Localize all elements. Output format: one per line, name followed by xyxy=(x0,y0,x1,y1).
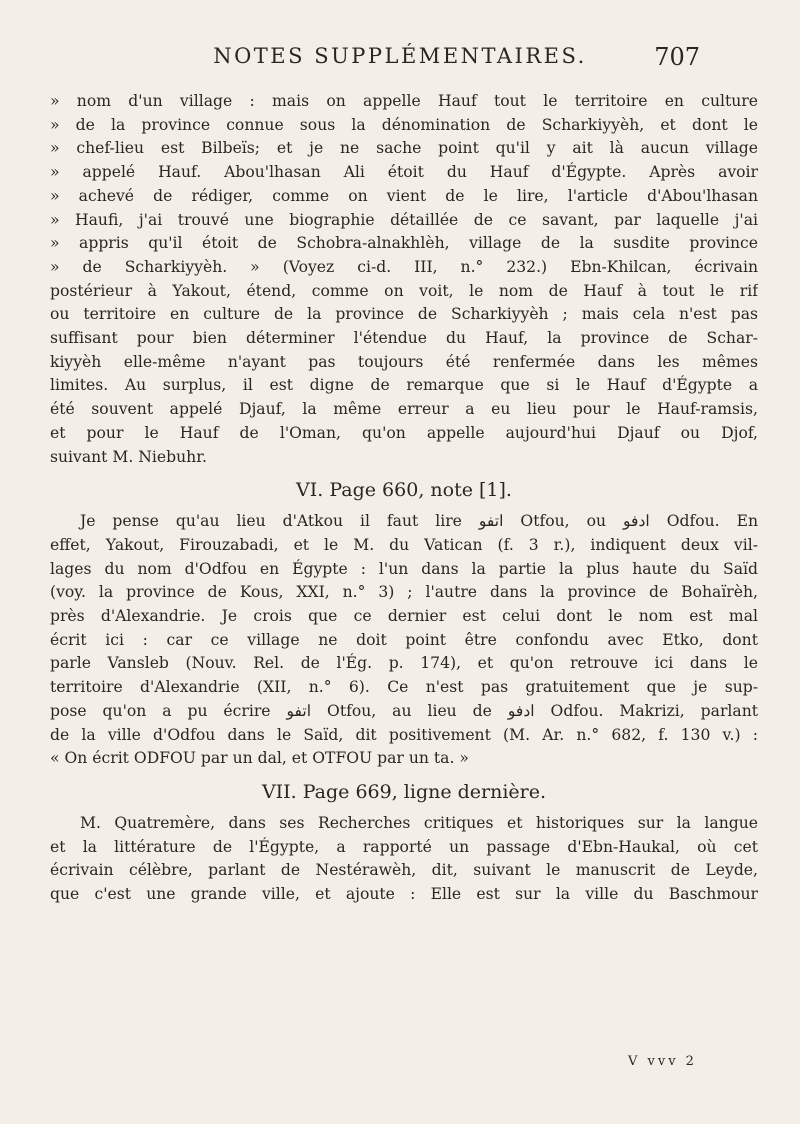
text-line: et pour le Hauf de l'Oman, qu'on appelle aujourd'hui Djauf ou Djof, xyxy=(50,423,758,442)
printer-signature: V vvv 2 xyxy=(628,1054,697,1069)
page-body xyxy=(50,90,758,907)
text-line: Je pense qu'au lieu d'Atkou il faut lire اتفو Otfou, ou ادفو Odfou. En xyxy=(80,512,758,531)
text-line: de la ville d'Odfou dans le Saïd, dit positivement (M. Ar. n.° 682, f. 130 v.) : xyxy=(50,725,758,744)
text-line: (voy. la province de Kous, XXI, n.° 3) ; l'autre dans la province de Bohaïrèh, xyxy=(50,583,758,602)
text-line: postérieur à Yakout, étend, comme on voit, le nom de Hauf à tout le rif xyxy=(50,281,758,300)
text-line: » Haufi, j'ai trouvé une biographie détaillée de ce savant, par laquelle j'ai xyxy=(50,210,758,229)
section-heading-vi: VI. Page 660, note [1]. xyxy=(296,479,512,502)
text-line: limites. Au surplus, il est digne de remarque que si le Hauf d'Égypte a xyxy=(50,376,758,395)
text-line: » de la province connue sous la dénomination de Scharkiyyèh, et dont le xyxy=(50,115,758,134)
text-line: » achevé de rédiger, comme on vient de le lire, l'article d'Abou'lhasan xyxy=(50,186,758,205)
text-line: M. Quatremère, dans ses Recherches critiques et historiques sur la langue xyxy=(80,813,758,832)
text-line: » nom d'un village : mais on appelle Hauf tout le territoire en culture xyxy=(50,92,758,110)
text-line: été souvent appelé Djauf, la même erreur a eu lieu pour le Hauf-ramsis, xyxy=(50,400,758,419)
section-heading-vii: VII. Page 669, ligne dernière. xyxy=(261,780,547,803)
text-line: lages du nom d'Odfou en Égypte : l'un dans la partie la plus haute du Saïd xyxy=(50,559,758,578)
text-line: près d'Alexandrie. Je crois que ce dernier est celui dont le nom est mal xyxy=(50,607,758,626)
paragraph-quote-continuation xyxy=(50,90,758,469)
text-line: territoire d'Alexandrie (XII, n.° 6). Ce n'est pas gratuitement que je sup- xyxy=(50,678,758,697)
text-line: écrit ici : car ce village ne doit point être confondu avec Etko, dont xyxy=(50,630,758,649)
text-line: et la littérature de l'Égypte, a rapporté un passage d'Ebn-Haukal, où cet xyxy=(50,837,758,856)
text-line: pose qu'on a pu écrire اتفو Otfou, au lieu de ادفو Odfou. Makrizi, parlant xyxy=(50,701,758,720)
text-line: suivant M. Niebuhr. xyxy=(50,447,207,466)
page-number: 707 xyxy=(654,43,700,71)
text-line: kiyyèh elle-même n'ayant pas toujours été renfermée dans les mêmes xyxy=(50,352,758,371)
text-line: ou territoire en culture de la province de Scharkiyyèh ; mais cela n'est pas xyxy=(50,305,758,324)
text-line: que c'est une grande ville, et ajoute : Elle est sur la ville du Baschmour xyxy=(50,885,758,904)
text-line: » chef-lieu est Bilbeïs; et je ne sache point qu'il y ait là aucun village xyxy=(50,139,758,158)
text-line: » de Scharkiyyèh. » (Voyez ci-d. III, n.° 232.) Ebn-Khilcan, écrivain xyxy=(50,257,758,276)
running-title: NOTES SUPPLÉMENTAIRES. xyxy=(213,44,587,68)
text-line: écrivain célèbre, parlant de Nestérawèh, dit, suivant le manuscrit de Leyde, xyxy=(50,861,758,880)
text-line: parle Vansleb (Nouv. Rel. de l'Ég. p. 174), et qu'on retrouve ici dans le xyxy=(50,654,758,673)
text-line: « On écrit ODFOU par un dal, et OTFOU par un ta. » xyxy=(50,749,469,768)
paragraph-section-vii xyxy=(50,812,758,907)
text-line: suffisant pour bien déterminer l'étendue du Hauf, la province de Schar- xyxy=(50,329,758,348)
text-line: » appris qu'il étoit de Schobra-alnakhlèh, village de la susdite province xyxy=(50,234,758,253)
text-line: effet, Yakout, Firouzabadi, et le M. du Vatican (f. 3 r.), indiquent deux vil- xyxy=(50,535,758,554)
text-line: » appelé Hauf. Abou'lhasan Ali étoit du Hauf d'Égypte. Après avoir xyxy=(50,163,758,182)
paragraph-section-vi xyxy=(50,510,758,771)
